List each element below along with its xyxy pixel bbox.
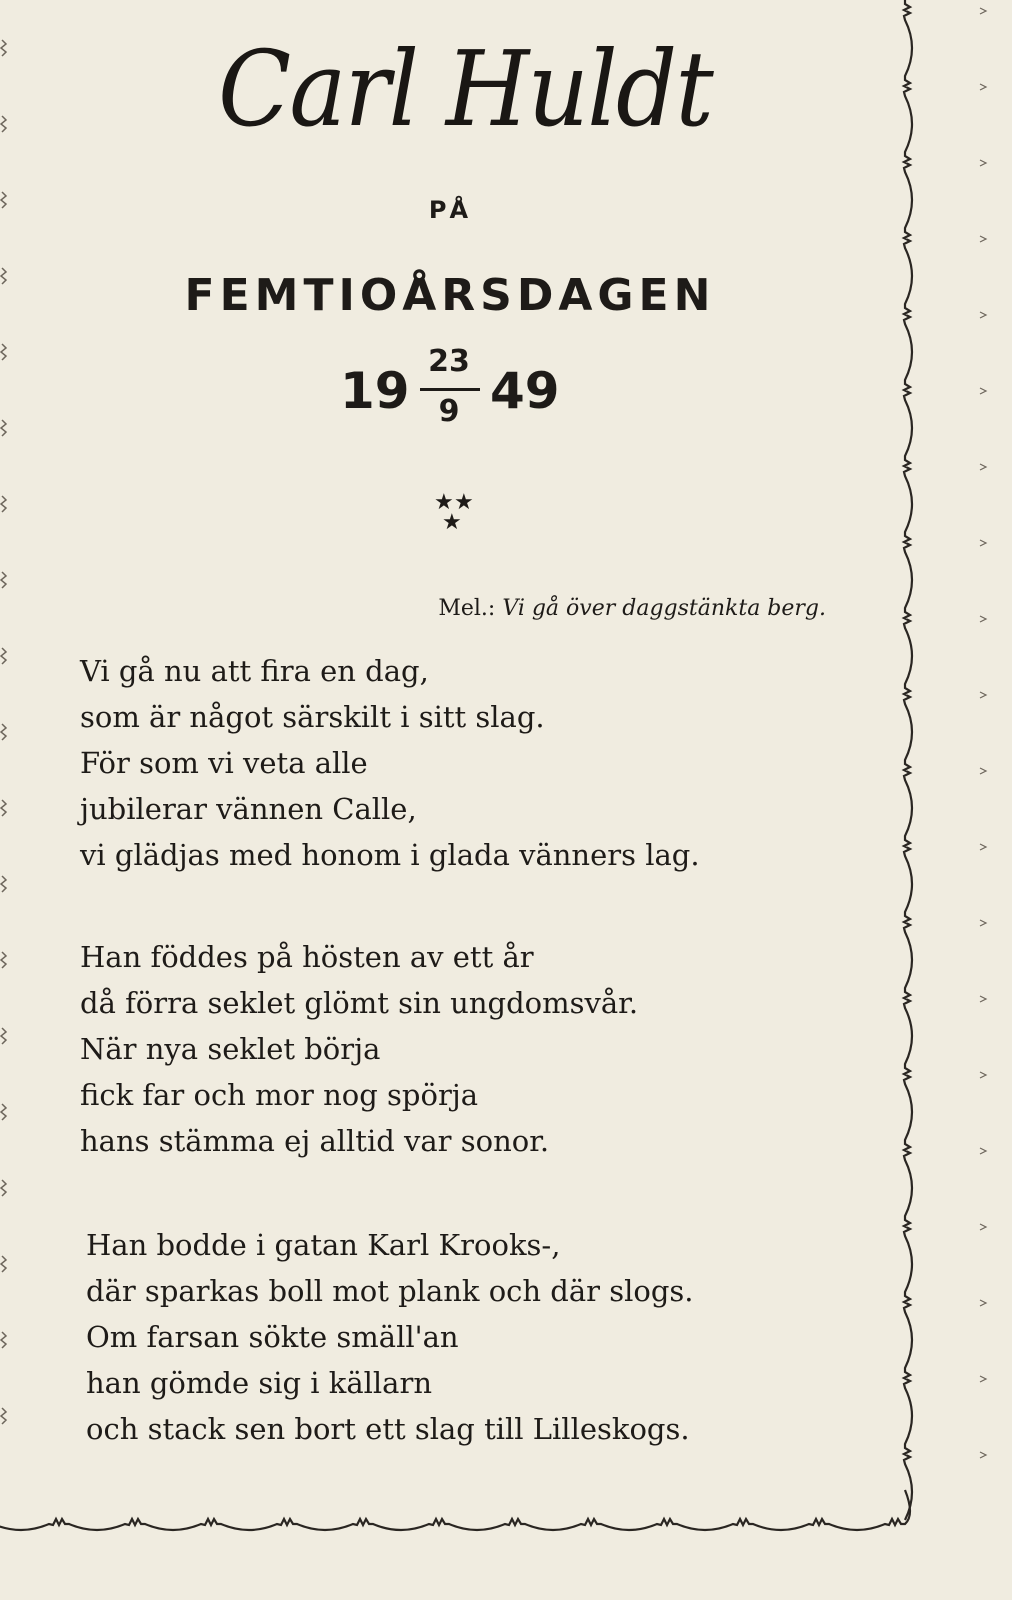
verse-line: Han föddes på hösten av ett år — [80, 940, 534, 974]
date-month: 9 — [438, 394, 460, 429]
star-ornament — [420, 488, 480, 548]
verse-2 — [80, 934, 638, 1164]
star-icon: ★ — [442, 510, 462, 535]
star-icon: ★ — [454, 490, 474, 515]
title-connector: PÅ — [428, 196, 472, 224]
verse-line: som är något särskilt i sitt slag. — [80, 700, 545, 734]
verse-line: då förra seklet glömt sin ungdomsvår. — [80, 986, 639, 1020]
border-right-edge — [904, 0, 912, 1520]
verse-3 — [86, 1222, 694, 1452]
verse-line: När nya seklet börja — [80, 1032, 381, 1066]
verse-line: För som vi veta alle — [80, 746, 368, 780]
verse-line: han gömde sig i källarn — [86, 1366, 433, 1400]
verse-line: vi glädjas med honom i glada vänners lag. — [80, 838, 700, 872]
melody-tune: Vi gå över daggstänkta berg. — [502, 596, 826, 621]
verse-line: Om farsan sökte smäll'an — [86, 1320, 459, 1354]
verse-line: där sparkas boll mot plank och där slogs. — [86, 1274, 694, 1308]
border-bottom-edge — [0, 1490, 910, 1530]
date-year-left: 19 — [340, 362, 410, 420]
page-subtitle: FEMTIOÅRSDAGEN — [184, 270, 716, 321]
verse-line: hans stämma ej alltid var sonor. — [80, 1124, 550, 1158]
date-fraction-bar — [420, 388, 480, 391]
star-icon: ★ — [434, 490, 454, 515]
verse-line: och stack sen bort ett slag till Lilleskogs. — [86, 1412, 690, 1446]
border-outer-marks — [980, 8, 986, 1458]
verse-line: Vi gå nu att fira en dag, — [80, 654, 429, 688]
verse-1 — [80, 648, 700, 878]
date-day: 23 — [428, 344, 470, 379]
date — [340, 344, 580, 444]
melody-label: Mel.: — [438, 596, 496, 621]
melody-note — [438, 596, 826, 621]
verse-line: jubilerar vännen Calle, — [80, 792, 417, 826]
page-title: Carl Huldt — [218, 28, 712, 150]
verse-line: Han bodde i gatan Karl Krooks-, — [86, 1228, 561, 1262]
verse-line: fick far och mor nog spörja — [80, 1078, 479, 1112]
border-left-edge — [1, 40, 6, 1424]
date-year-right: 49 — [490, 362, 560, 420]
